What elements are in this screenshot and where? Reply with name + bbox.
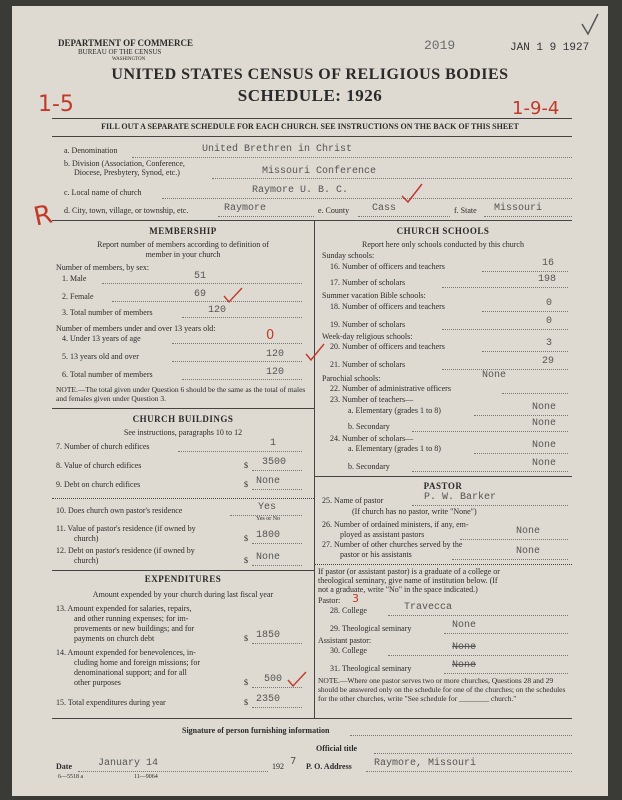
print-number: 11—9064 — [134, 774, 158, 780]
q26-label: 26. Number of ordained ministers, if any, em- — [322, 520, 469, 529]
red-check-icon-4 — [286, 670, 308, 690]
q15-label: 15. Total expenditures during year — [56, 698, 166, 707]
graduate-instruction-3: not a graduate, write "No" in the space indicated.) — [318, 585, 478, 594]
q6-label: 6. Total number of members — [62, 370, 153, 379]
form-title: UNITED STATES CENSUS OF RELIGIOUS BODIES — [111, 66, 509, 83]
q23-label: 23. Number of teachers— — [330, 395, 414, 404]
graduate-instruction-2: theological seminary, give name of institution below. (If — [318, 576, 498, 585]
q18-value: 0 — [546, 298, 553, 309]
q17-value: 198 — [538, 274, 557, 285]
q26-label-2: ployed as assistant pastors — [340, 530, 425, 539]
instruction-line: FILL OUT A SEPARATE SCHEDULE FOR EACH CHURCH. SEE INSTRUCTIONS ON THE BACK OF THIS SHEET — [101, 122, 519, 131]
pastor-handwritten-mark: 3 — [352, 592, 359, 605]
q12-label-2: church) — [74, 556, 99, 565]
q7-label: 7. Number of church edifices — [56, 442, 150, 451]
q19-value: 0 — [546, 316, 553, 327]
q30-label: 30. College — [330, 646, 367, 655]
q14-label-3: denominational support; and for all — [74, 668, 187, 677]
membership-intro: Report number of members according to definition of — [97, 240, 269, 249]
q14-label-4: other purposes — [74, 678, 121, 687]
handwritten-code-right: 1-9-4 — [512, 98, 560, 119]
q14-value: 500 — [264, 674, 283, 685]
schools-heading: CHURCH SCHOOLS — [396, 226, 490, 236]
department-label: DEPARTMENT OF COMMERCE — [58, 38, 194, 48]
membership-note: NOTE.—The total given under Question 6 should be the same as the total of males and females given under Question 3. — [56, 385, 306, 403]
pastor-note: NOTE.—Where one pastor serves two or more churches, Questions 28 and 29 should be answered only on the schedule for one of the churches; on the schedules for the other churches, write "See schedule for ________ church." — [318, 676, 566, 703]
q27-value: None — [516, 546, 541, 557]
q15-value: 2350 — [256, 694, 281, 705]
weekday-schools-label: Week-day religious schools: — [322, 332, 413, 341]
q4-value: 0 — [266, 328, 275, 343]
q31-value: None — [452, 660, 477, 671]
dollar-sign-7: $ — [244, 698, 248, 707]
q19-label: 19. Number of scholars — [330, 320, 406, 329]
membership-intro-2: member in your church — [145, 250, 221, 259]
q5-label: 5. 13 years old and over — [62, 352, 139, 361]
denomination-label: a. Denomination — [64, 146, 118, 155]
q20-label: 20. Number of officers and teachers — [330, 342, 445, 351]
red-check-icon-2 — [222, 286, 244, 304]
q23a-value: None — [532, 402, 557, 413]
q25-value: P. W. Barker — [424, 492, 497, 503]
q20-value: 3 — [546, 338, 553, 349]
sunday-schools-label: Sunday schools: — [322, 251, 375, 260]
q3-value: 120 — [208, 305, 227, 316]
dollar-sign-2: $ — [244, 480, 248, 489]
q12-value: None — [256, 552, 281, 563]
q21-label: 21. Number of scholars — [330, 360, 406, 369]
pastor-heading: PASTOR — [423, 481, 463, 491]
city-label: WASHINGTON — [112, 57, 146, 62]
q18-label: 18. Number of officers and teachers — [330, 302, 445, 311]
handwritten-code-left: 1-5 — [38, 92, 74, 117]
q23a-label: a. Elementary (grades 1 to 8) — [348, 406, 441, 415]
q8-label: 8. Value of church edifices — [56, 461, 142, 470]
bureau-label: BUREAU OF THE CENSUS — [78, 48, 162, 56]
q28-value: Travecca — [404, 602, 453, 613]
q31-label: 31. Theological seminary — [330, 664, 412, 673]
dollar-sign: $ — [244, 461, 248, 470]
expenditures-heading: EXPENDITURES — [144, 574, 222, 584]
q7-value: 1 — [270, 438, 277, 449]
q10-value: Yes — [258, 502, 277, 513]
schools-intro: Report here only schools conducted by this church — [362, 240, 524, 249]
form-number: 6—5518 a — [58, 774, 84, 780]
q2-value: 69 — [194, 289, 207, 300]
q14-label: 14. Amount expended for benevolences, in- — [56, 648, 196, 657]
q12-label: 12. Debt on pastor's residence (if owned by — [56, 546, 195, 555]
expenditures-sub: Amount expended by your church during last fiscal year — [92, 590, 274, 599]
state-value: Missouri — [494, 203, 543, 214]
city-town-value: Raymore — [224, 203, 267, 214]
q11-label: 11. Value of pastor's residence (if owned by — [56, 524, 196, 533]
q9-value: None — [256, 476, 281, 487]
po-address-label: P. O. Address — [306, 762, 352, 771]
q17-label: 17. Number of scholars — [330, 278, 406, 287]
local-name-label: c. Local name of church — [64, 188, 142, 197]
q9-label: 9. Debt on church edifices — [56, 480, 141, 489]
census-schedule-sheet — [12, 6, 608, 796]
q26-value: None — [516, 526, 541, 537]
dollar-sign-6: $ — [244, 678, 248, 687]
q27-label-2: pastor or his assistants — [340, 550, 412, 559]
red-check-icon — [400, 182, 424, 206]
assistant-pastor-label: Assistant pastor: — [318, 636, 372, 645]
q6-value: 120 — [266, 367, 285, 378]
q22-label: 22. Number of administrative officers — [330, 384, 451, 393]
q1-label: 1. Male — [62, 274, 87, 283]
q16-value: 16 — [542, 258, 555, 269]
form-subtitle: SCHEDULE: 1926 — [237, 86, 383, 105]
q29-label: 29. Theological seminary — [330, 624, 412, 633]
q13-label: 13. Amount expended for salaries, repairs, — [56, 604, 192, 613]
handwritten-r-mark: R — [31, 199, 55, 233]
members-by-sex-label: Number of members, by sex: — [56, 263, 150, 272]
q23b-value: None — [532, 418, 557, 429]
year-prefix: 192 — [272, 762, 284, 771]
county-label: e. County — [318, 206, 350, 215]
yes-no-hint: Yes or No — [256, 516, 281, 522]
q1-value: 51 — [194, 271, 207, 282]
q13-label-3: provements or new buildings; and for — [74, 624, 195, 633]
po-address-value: Raymore, Missouri — [374, 758, 477, 769]
division-label-2: Diocese, Presbytery, Synod, etc.) — [74, 168, 180, 177]
buildings-heading: CHURCH BUILDINGS — [132, 414, 234, 424]
q24b-value: None — [532, 458, 557, 469]
parochial-schools-label: Parochial schools: — [322, 374, 381, 383]
q24-label: 24. Number of scholars— — [330, 434, 414, 443]
pastor-sublabel: Pastor: — [318, 596, 341, 605]
denomination-value: United Brethren in Christ — [202, 144, 353, 155]
q24a-value: None — [532, 440, 557, 451]
dollar-sign-4: $ — [244, 556, 248, 565]
q23b-label: b. Secondary — [348, 422, 390, 431]
division-label: b. Division (Association, Conference, — [64, 159, 185, 168]
q13-label-2: and other running expenses; for im- — [74, 614, 189, 623]
q14-label-2: cluding home and foreign missions; for — [74, 658, 200, 667]
dollar-sign-3: $ — [244, 534, 248, 543]
q16-label: 16. Number of officers and teachers — [330, 262, 445, 271]
q25-label: 25. Name of pastor — [322, 496, 384, 505]
q8-value: 3500 — [262, 457, 287, 468]
official-title-label: Official title — [316, 744, 358, 753]
q30-value: None — [452, 642, 477, 653]
date-value: January 14 — [98, 758, 159, 769]
local-name-value: Raymore U. B. C. — [252, 185, 349, 196]
dollar-sign-5: $ — [244, 634, 248, 643]
city-town-label: d. City, town, village, or township, etc. — [64, 206, 189, 215]
q24b-label: b. Secondary — [348, 462, 390, 471]
membership-heading: MEMBERSHIP — [149, 226, 217, 236]
date-received-stamp: JAN 1 9 1927 — [510, 42, 590, 54]
schedule-number: 2019 — [424, 38, 456, 53]
q27-label: 27. Number of other churches served by the — [322, 540, 463, 549]
check-mark-icon — [580, 12, 600, 38]
division-value: Missouri Conference — [262, 166, 377, 177]
q24a-label: a. Elementary (grades 1 to 8) — [348, 444, 441, 453]
q4-label: 4. Under 13 years of age — [62, 334, 141, 343]
age-intro-label: Number of members under and over 13 years old: — [56, 324, 216, 333]
graduate-instruction: If pastor (or assistant pastor) is a graduate of a college or — [318, 567, 500, 576]
red-check-icon-3 — [304, 342, 326, 364]
q11-value: 1800 — [256, 530, 281, 541]
state-label: f. State — [454, 206, 477, 215]
q28-label: 28. College — [330, 606, 367, 615]
q21-value: 29 — [542, 356, 555, 367]
q5-value: 120 — [266, 349, 285, 360]
county-value: Cass — [372, 203, 397, 214]
q3-label: 3. Total number of members — [62, 308, 153, 317]
q10-label: 10. Does church own pastor's residence — [56, 506, 183, 515]
summer-schools-label: Summer vacation Bible schools: — [322, 291, 426, 300]
buildings-sub: See instructions, paragraphs 10 to 12 — [123, 428, 243, 437]
q13-label-4: payments on church debt — [74, 634, 155, 643]
year-digit: 7 — [290, 756, 297, 767]
date-label: Date — [56, 762, 72, 771]
q29-value: None — [452, 620, 477, 631]
parochial-value: None — [482, 370, 507, 381]
q2-label: 2. Female — [62, 292, 94, 301]
q11-label-2: church) — [74, 534, 99, 543]
signature-label: Signature of person furnishing information — [182, 726, 330, 735]
q25-sub: (If church has no pastor, write "None") — [352, 507, 477, 516]
q13-value: 1850 — [256, 630, 281, 641]
